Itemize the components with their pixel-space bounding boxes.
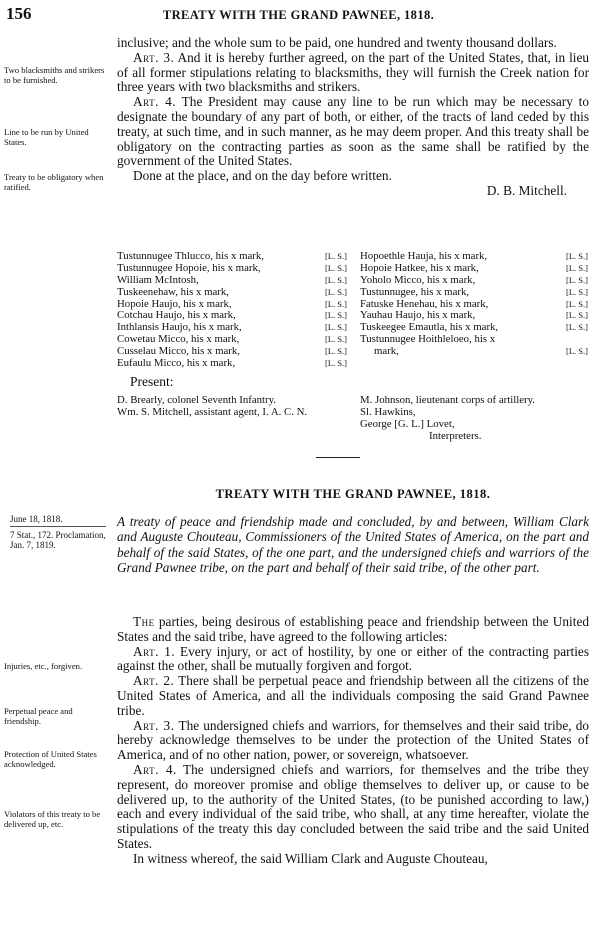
seal-mark: [L. S.] — [325, 346, 347, 357]
article-text: The undersigned chiefs and warriors, for themselves and the tribe they represent, do moreover promise and oblige themselves to deliver up, or cause to be delivered up, to the authority of the United States, (to be punished according to law,) each and every individual of the said tribe, who shall, at any time hereafter, violate the stipulations of the treaty this day concluded between the said tribe and the said United States. — [117, 761, 590, 851]
witness: D. Brearly, colonel Seventh Infantry. — [117, 394, 277, 406]
paragraph-inclusive: inclusive; and the whole sum to be paid, one hundred and twenty thousand dollars. — [117, 35, 557, 50]
signatory-name: Yauhau Haujo, his x mark, — [360, 309, 476, 322]
witness: George [G. L.] Lovet, — [360, 417, 455, 430]
signatory-name: Hopoie Hatkee, his x mark, — [360, 261, 479, 274]
section-divider — [316, 457, 360, 458]
article-text: There shall be perpetual peace and friendship between all the citizens of the United States of America, and all the individuals composing the said Grand Pawnee tribe. — [117, 673, 590, 718]
seal-mark: [L. S.] — [325, 322, 347, 333]
margin-note-peace: Perpetual peace and friendship. — [4, 706, 73, 726]
intro-label: The — [133, 614, 155, 629]
article-4 — [117, 763, 589, 852]
done-line: Done at the place, and on the day before written. — [133, 168, 392, 184]
signatory-name: Eufaulu Micco, his x mark, — [117, 357, 236, 370]
interpreters-label: Interpreters. — [429, 429, 482, 442]
treaty-body — [117, 615, 589, 867]
top-text — [117, 36, 589, 199]
article-label: Art. 1. — [133, 643, 176, 659]
article-3 — [117, 719, 589, 763]
signatures-left — [117, 251, 347, 370]
signatory-name: William McIntosh, — [117, 273, 199, 286]
signatory-name: Tuskeenehaw, his x mark, — [117, 285, 229, 298]
seal-mark: [L. S.] — [566, 346, 588, 357]
witness: M. Johnson, lieutenant corps of artillery. — [360, 394, 536, 406]
signatory-name: Tustunnugee Thlucco, his x mark, — [117, 250, 264, 262]
signatory-name: Cusselau Micco, his x mark, — [117, 345, 240, 358]
seal-mark: [L. S.] — [566, 310, 588, 321]
article-label: Art. 4. — [133, 94, 177, 110]
article-text: And it is hereby further agreed, on the part of the United States, that, in lieu of all former stipulations relating to blacksmiths, they will furnish the Creek nation for three years with two blacksmiths and strikers. — [117, 49, 590, 95]
witness: Sl. Hawkins, — [360, 405, 416, 418]
margin-note-obligatory: Treaty to be obligatory when ratified. — [4, 172, 104, 192]
seal-mark: [L. S.] — [325, 358, 347, 369]
signer-name: D. B. Mitchell. — [486, 182, 567, 198]
seal-mark: [L. S.] — [566, 251, 588, 261]
signatory-continuation: mark, — [374, 345, 399, 358]
seal-mark: [L. S.] — [566, 322, 588, 333]
signatory-name: Yoholo Micco, his x mark, — [360, 273, 476, 286]
seal-mark: [L. S.] — [325, 334, 347, 345]
signatory-name: Hopoie Haujo, his x mark, — [117, 297, 232, 310]
article-text: The undersigned chiefs and warriors, for themselves and their said tribe, do hereby acknowledge themselves to be under the protection of the United States of America, and of no other nation, power, or sovereign, whatsoever. — [117, 717, 590, 763]
seal-mark: [L. S.] — [566, 274, 588, 285]
treaty-intro — [117, 615, 589, 645]
page-number: 156 — [6, 4, 32, 23]
treaty-preamble: A treaty of peace and friendship made and concluded, by and between, William Clark and Auguste Chouteau, Commissioners of the United States of America, on the part and behalf of the said States, of the one part, and the undersigned chiefs and warriors of the Grand Pawnee tribe, on the part and behalf of their said tribe, of the other part. — [117, 514, 589, 575]
intro-text: parties, being desirous of establishing peace and friendship between the United States and the said tribe, have agreed to the following articles: — [117, 614, 589, 644]
margin-note-protection: Protection of United States acknowledged. — [4, 749, 97, 769]
seal-mark: [L. S.] — [325, 262, 347, 273]
signatory-name: Tustunnugee, his x mark, — [360, 285, 470, 298]
signatures-right — [360, 251, 588, 358]
margin-note-blacksmiths: Two blacksmiths and strikers to be furnished. — [4, 65, 105, 85]
present-label: Present: — [130, 374, 174, 389]
article-1 — [117, 645, 589, 675]
witnesses-right — [360, 395, 535, 443]
seal-mark: [L. S.] — [566, 262, 588, 273]
signatory-name: Fatuske Henehau, his x mark, — [360, 297, 489, 310]
statute-reference: 7 Stat., 172. Proclamation, Jan. 7, 1819. — [10, 530, 106, 550]
treaty-date: June 18, 1818. — [10, 514, 63, 524]
treaty-title: TREATY WITH THE GRAND PAWNEE, 1818. — [215, 487, 491, 501]
seal-mark: [L. S.] — [325, 251, 347, 261]
margin-note-violators: Violators of this treaty to be delivered up, etc. — [4, 809, 101, 829]
signatory-name: Hopoethle Hauja, his x mark, — [360, 250, 488, 262]
margin-note-injuries: Injuries, etc., forgiven. — [4, 661, 83, 671]
signature-row — [117, 358, 347, 370]
seal-mark: [L. S.] — [325, 310, 347, 321]
seal-mark: [L. S.] — [566, 286, 588, 297]
seal-mark: [L. S.] — [566, 298, 588, 309]
article-text: The President may cause any line to be run which may be necessary to designate the boundary of any part of both, or either, of the tracts of land ceded by this treaty, at such time, and in such manner, as he may deem proper. And this treaty shall be obligatory on the contracting parties as soon as the same shall be ratified by the government of the United States. — [117, 94, 589, 169]
seal-mark: [L. S.] — [325, 286, 347, 297]
signatory-name: Tustunnugee Hoithleloeo, his x — [360, 333, 496, 346]
signatory-name: Cowetau Micco, his x mark, — [117, 333, 240, 346]
page-header — [6, 4, 591, 26]
running-title: TREATY WITH THE GRAND PAWNEE, 1818. — [162, 8, 435, 22]
signature-row — [360, 346, 588, 358]
witness: Wm. S. Mitchell, assistant agent, I. A. C. N. — [117, 405, 308, 418]
article-label: Art. 3. — [133, 717, 175, 733]
margin-note-line: Line to be run by United States. — [4, 127, 89, 147]
article-text: Every injury, or act of hostility, by one or either of the contracting parties against the other, shall be mutually forgiven and forgot. — [117, 643, 589, 674]
article-2 — [117, 674, 589, 718]
witnesses-left — [117, 395, 307, 419]
signatory-name: Tuskeegee Emautla, his x mark, — [360, 321, 499, 334]
witness-clause: In witness whereof, the said William Clark and Auguste Chouteau, — [133, 850, 488, 866]
signatory-name: Cotchau Haujo, his x mark, — [117, 309, 236, 322]
article-label: Art. 3. — [133, 49, 175, 65]
signatory-name: Inthlansis Haujo, his x mark, — [117, 321, 242, 334]
article-3-upper — [117, 51, 589, 95]
article-label: Art. 4. — [133, 761, 177, 777]
signatory-name: Tustunnugee Hopoie, his x mark, — [117, 261, 261, 274]
article-4-upper — [117, 95, 589, 169]
seal-mark: [L. S.] — [325, 298, 347, 309]
margin-rule — [10, 526, 106, 527]
seal-mark: [L. S.] — [325, 274, 347, 285]
article-label: Art. 2. — [133, 673, 175, 689]
